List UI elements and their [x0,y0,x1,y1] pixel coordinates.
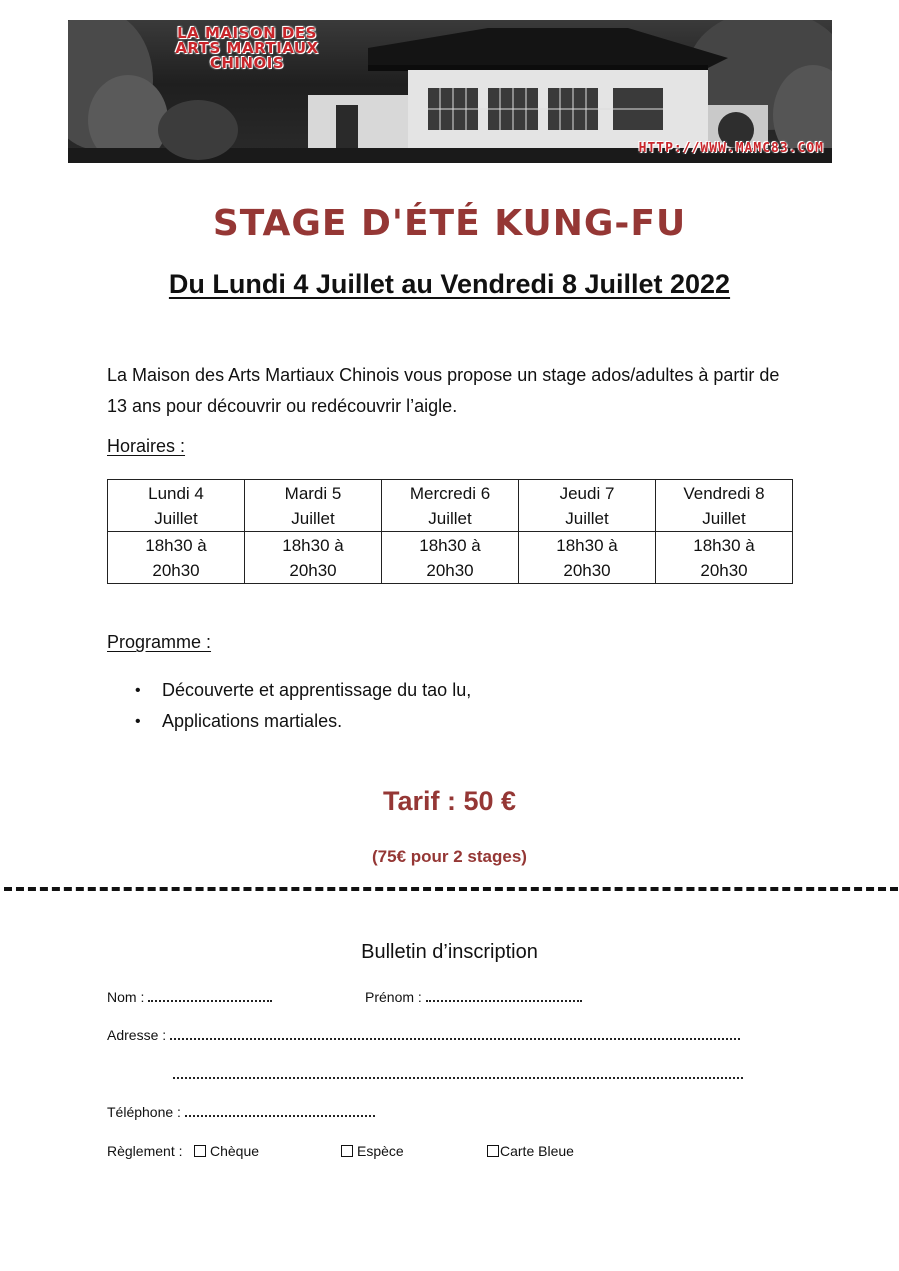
telephone-field[interactable] [107,1104,375,1120]
schedule-table [107,479,793,584]
cheque-option[interactable]: Chèque [194,1143,259,1159]
schedule-day-cell: Vendredi 8 Juillet [656,480,793,532]
adresse-line-2[interactable] [173,1076,743,1079]
prenom-line[interactable] [426,999,582,1002]
schedule-time-cell: 18h30 à 20h30 [656,532,793,584]
bullet-icon: • [135,682,141,699]
page-title: STAGE D'ÉTÉ KUNG-FU [212,203,687,244]
header-banner [68,20,832,163]
reglement-field [107,1143,182,1159]
schedule-time-cell: 18h30 à 20h30 [245,532,382,584]
schedule-day-cell: Jeudi 7 Juillet [519,480,656,532]
schedule-day-cell: Mardi 5 Juillet [245,480,382,532]
price-note: (75€ pour 2 stages) [372,847,527,866]
program-list [107,675,471,737]
list-item: • Découverte et apprentissage du tao lu, [107,675,471,706]
schedule-times-row [108,532,793,584]
banner-url: HTTP://WWW.MAMC83.COM [638,141,824,156]
form-title: Bulletin d’inscription [361,941,538,963]
schedule-time-cell: 18h30 à 20h30 [108,532,245,584]
carte-bleue-option[interactable]: Carte Bleue [487,1143,574,1159]
list-item: • Applications martiales. [107,706,471,737]
schedule-label: Horaires : [107,436,186,456]
cheque-checkbox[interactable] [194,1145,206,1157]
cut-line [4,887,898,891]
banner-title: LA MAISON DES ARTS MARTIAUX CHINOIS [175,24,319,72]
espece-checkbox[interactable] [341,1145,353,1157]
schedule-time-cell: 18h30 à 20h30 [519,532,656,584]
price: Tarif : 50 € [382,786,517,816]
adresse-label: Adresse : [107,1027,167,1043]
prenom-label: Prénom : [365,989,422,1005]
telephone-label: Téléphone : [107,1104,181,1120]
espece-option[interactable]: Espèce [341,1143,404,1159]
reglement-label: Règlement : [107,1143,183,1159]
nom-line[interactable] [148,999,272,1002]
telephone-line[interactable] [185,1114,375,1117]
nom-label: Nom : [107,989,145,1005]
carte-bleue-checkbox[interactable] [487,1145,499,1157]
prenom-field[interactable] [365,989,582,1005]
adresse-field-2[interactable] [173,1066,743,1082]
adresse-line-1[interactable] [170,1037,740,1040]
adresse-field[interactable] [107,1027,740,1043]
nom-field[interactable] [107,989,272,1005]
schedule-days-row [108,480,793,532]
schedule-day-cell: Lundi 4 Juillet [108,480,245,532]
bullet-icon: • [135,713,141,730]
intro-paragraph: La Maison des Arts Martiaux Chinois vous propose un stage ados/adultes à partir de 13 ans pour découvrir ou redécouvrir l’aigle. [107,365,780,416]
date-range: Du Lundi 4 Juillet au Vendredi 8 Juillet 2022 [168,269,731,299]
program-label: Programme : [107,632,212,652]
schedule-time-cell: 18h30 à 20h30 [382,532,519,584]
schedule-day-cell: Mercredi 6 Juillet [382,480,519,532]
